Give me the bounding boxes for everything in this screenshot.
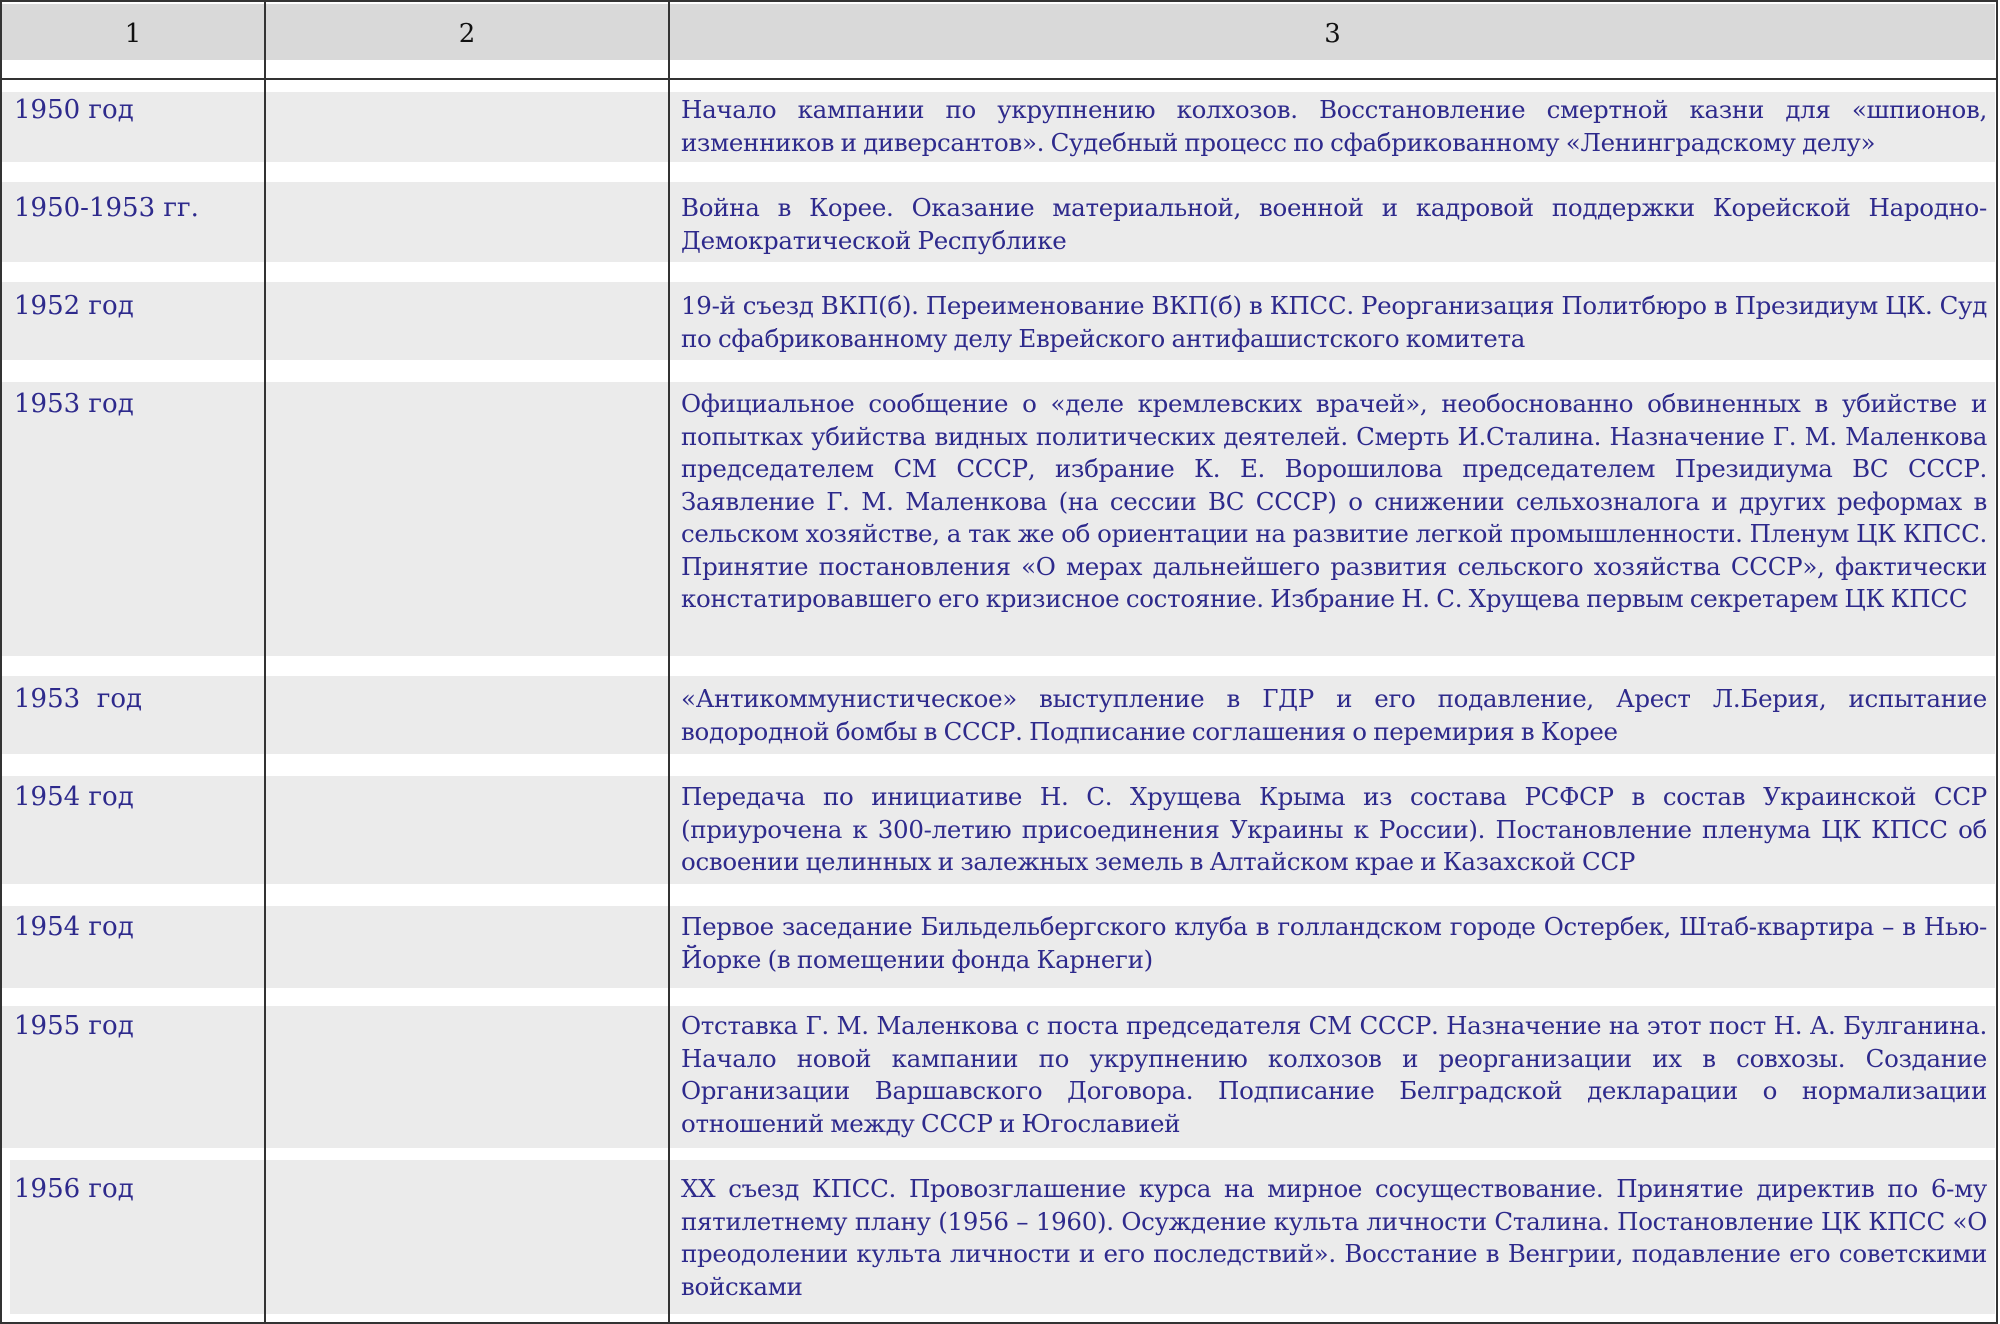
column-header-3: 3	[1324, 19, 1341, 49]
table-border-right	[1996, 0, 1998, 1324]
row-year: 1953 год	[14, 389, 134, 419]
row-event: Передача по инициативе Н. С. Хрущева Крыма из состава РСФСР в состав Украинской ССР (приурочена к 300-летию присоединения Украины к России). Постановление пленума ЦК КПСС об освоении целинных и залежных земель в Алтайском крае и Казахской ССР	[681, 782, 1987, 876]
row-event: Начало кампании по укрупнению колхозов. Восстановление смертной казни для «шпионов, изменников и диверсантов». Судебный процесс по сфабрикованному «Ленинградскому делу»	[681, 95, 1987, 157]
row-event: Война в Корее. Оказание материальной, военной и кадровой поддержки Корейской Народно-Демократической Республике	[681, 193, 1987, 255]
column-header-1: 1	[124, 19, 142, 49]
header-divider	[0, 78, 1998, 80]
table-border-top	[0, 0, 1998, 2]
row-event: Первое заседание Бильдельбергского клуба в голландском городе Остербек, Штаб-квартира – в Нью-Йорке (в помещении фонда Карнеги)	[681, 912, 1987, 974]
row-year: 1956 год	[14, 1174, 134, 1204]
table-border-left	[0, 0, 2, 1324]
row-year: 1954 год	[14, 782, 134, 812]
row-year: 1953 год	[14, 684, 142, 714]
row-event: Официальное сообщение о «деле кремлевских врачей», необоснованно обвиненных в убийстве и попытках убийства видных политических деятелей. Смерть И.Сталина. Назначение Г. М. Маленкова председателем СМ СССР, избрание К. Е. Ворошилова председателем Президиума ВС СССР. Заявление Г. М. Маленкова (на сессии ВС СССР) о снижении сельхозналога и других реформах в сельском хозяйстве, а так же об ориентации на развитие легкой промышленности. Пленум ЦК КПСС. Принятие постановления «О мерах дальнейшего развития сельского хозяйства СССР», фактически констатировавшего его кризисное состояние. Избрание Н. С. Хрущева первым секретарем ЦК КПСС	[681, 389, 1987, 613]
row-year: 1950 год	[14, 95, 134, 125]
row-year: 1952 год	[14, 291, 134, 321]
row-event: Отставка Г. М. Маленкова с поста председателя СМ СССР. Назначение на этот пост Н. А. Булганина. Начало новой кампании по укрупнению колхозов и реорганизации их в совхозы. Создание Организации Варшавского Договора. Подписание Белградской декларации о нормализации отношений между СССР и Югославией	[681, 1011, 1987, 1138]
row-event: 19-й съезд ВКП(б). Переименование ВКП(б) в КПСС. Реорганизация Политбюро в Президиум ЦК. Суд по сфабрикованному делу Еврейского антифашистского комитета	[681, 291, 1987, 353]
column-divider-2	[668, 0, 670, 1324]
row-event: «Антикоммунистическое» выступление в ГДР и его подавление, Арест Л.Берия, испытание водородной бомбы в СССР. Подписание соглашения о перемирия в Корее	[681, 684, 1987, 746]
column-header-2: 2	[458, 19, 476, 49]
row-event: XX съезд КПСС. Провозглашение курса на мирное сосуществование. Принятие директив по 6-му пятилетнему плану (1956 – 1960). Осуждение культа личности Сталина. Постановление ЦК КПСС «О преодолении культа личности и его последствий». Восстание в Венгрии, подавление его советскими войсками	[681, 1174, 1987, 1301]
column-divider-1	[264, 0, 266, 1324]
row-year: 1955 год	[14, 1011, 134, 1041]
row-year: 1950-1953 гг.	[14, 193, 199, 223]
row-year: 1954 год	[14, 912, 134, 942]
